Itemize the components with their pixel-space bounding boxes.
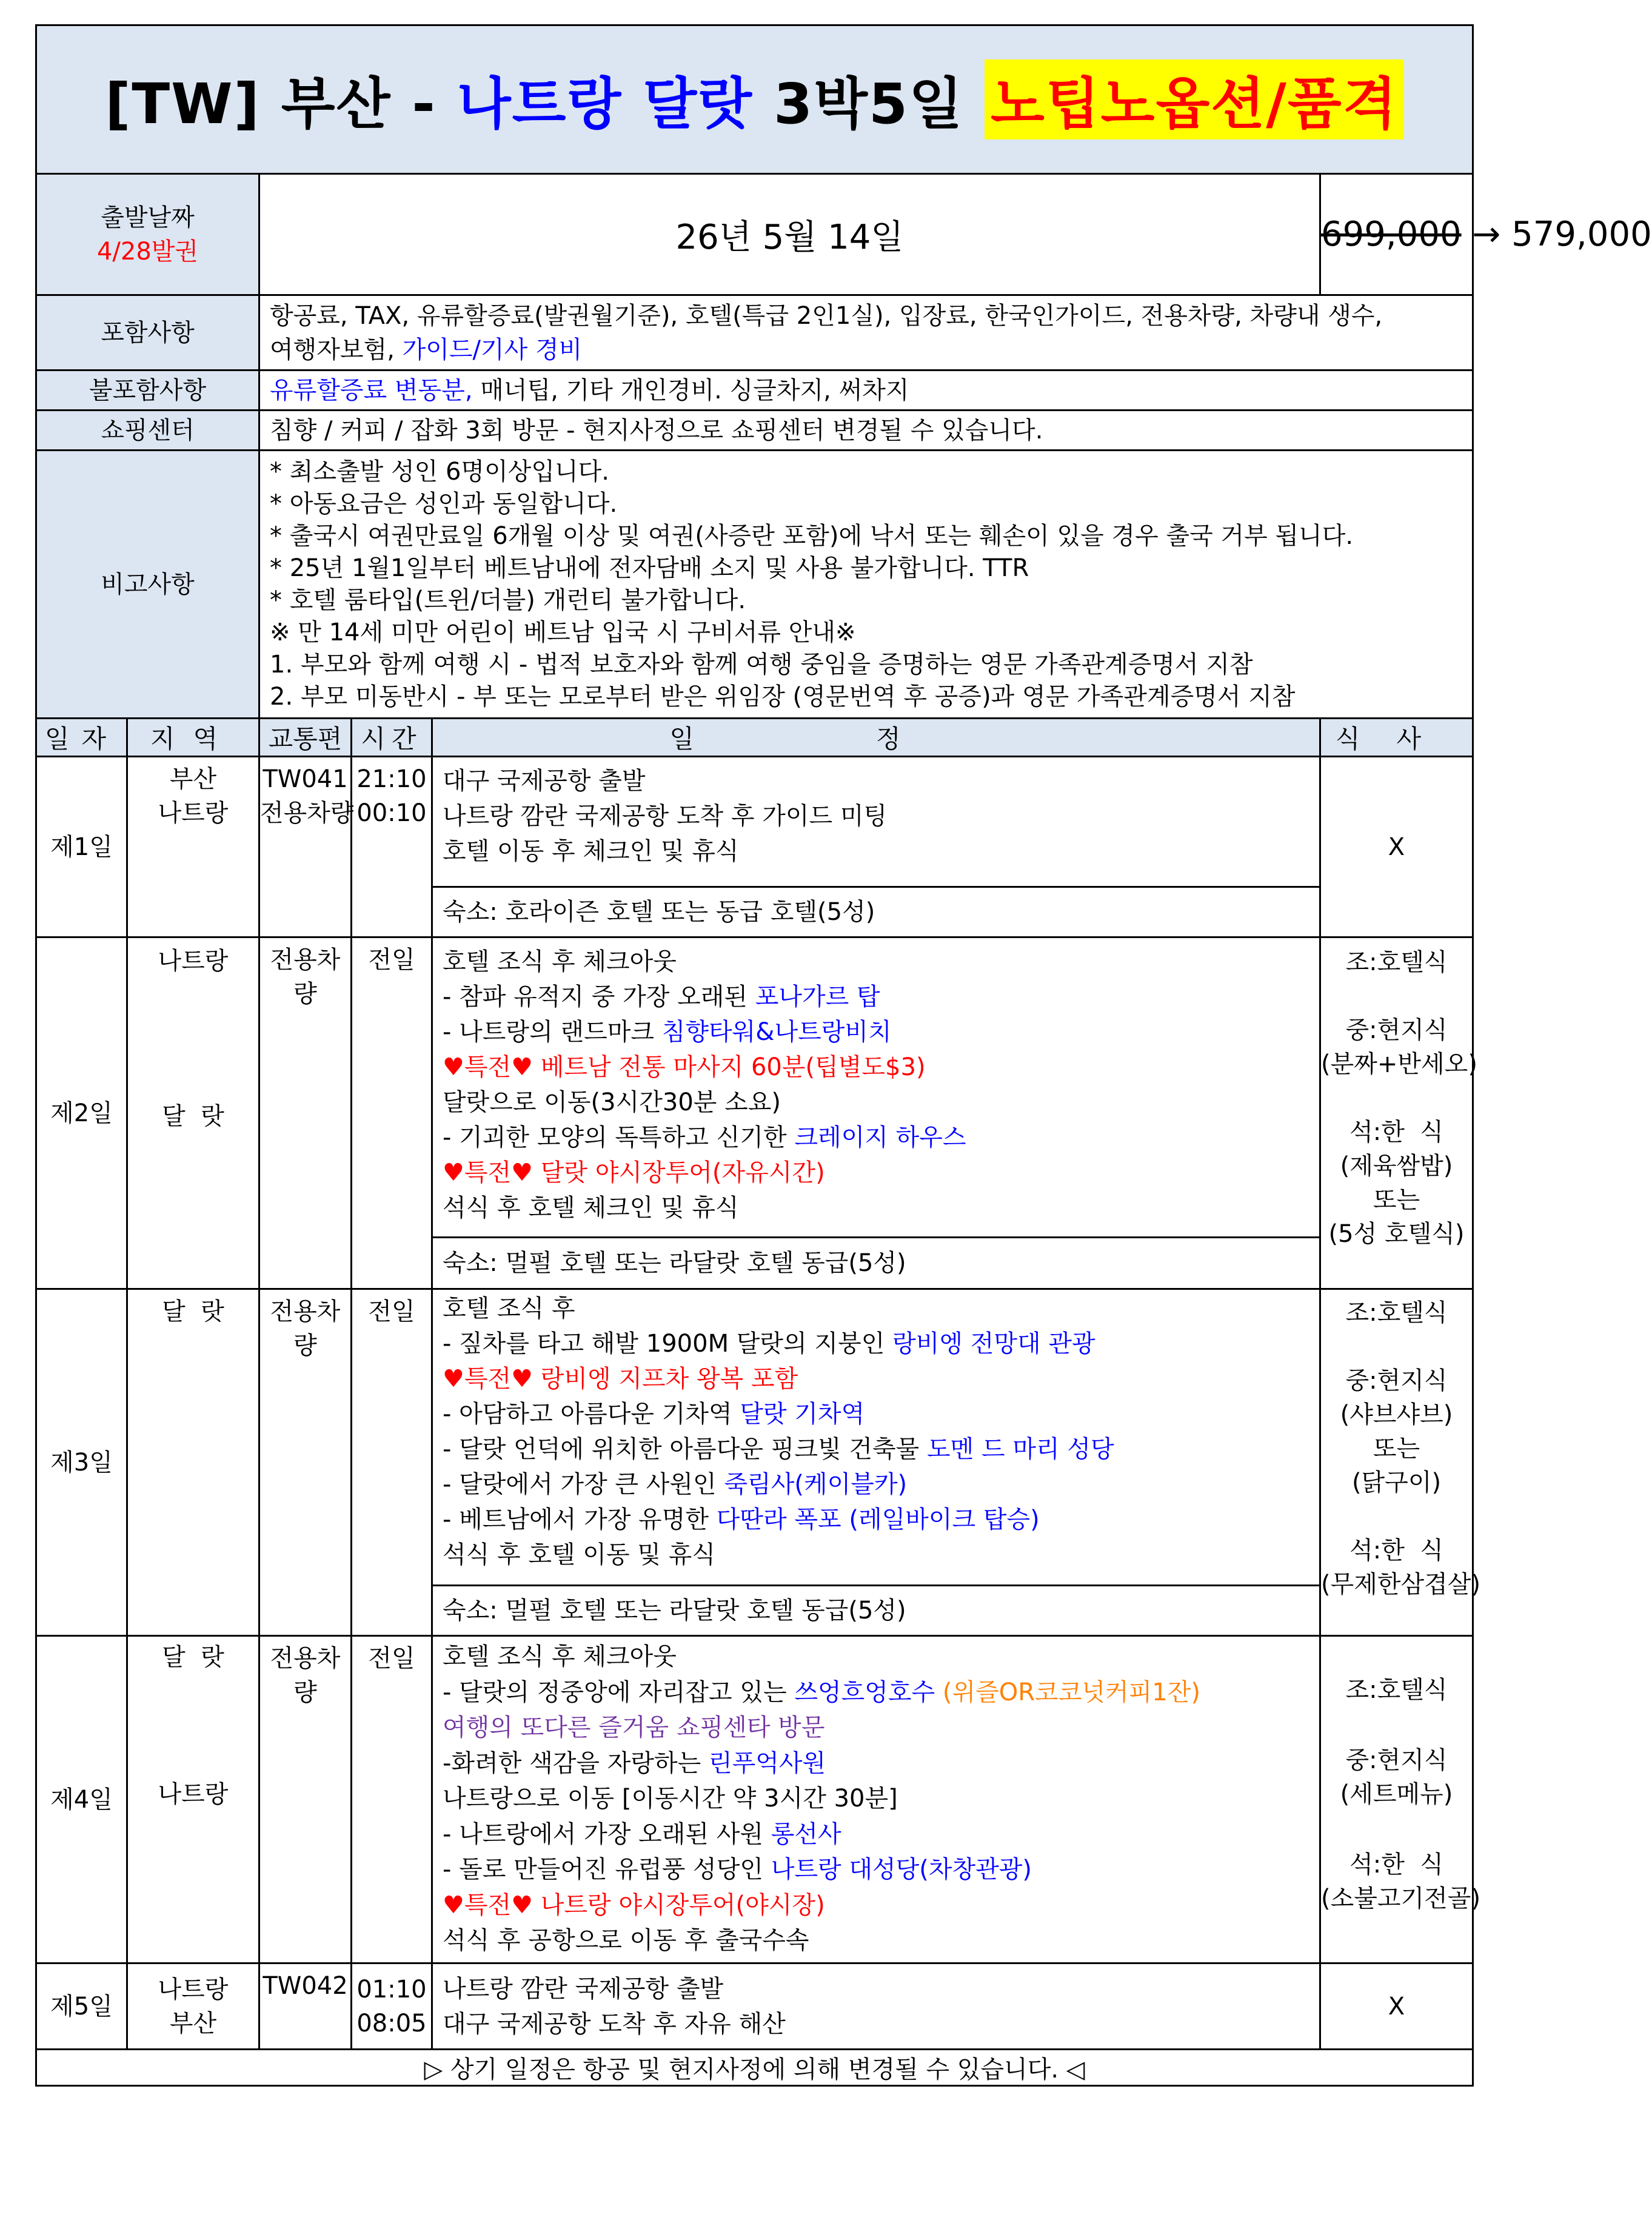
itinerary-line: 석식 후 공항으로 이동 후 출국수속 [443, 1927, 809, 1954]
day-3-meals [1320, 1289, 1481, 1636]
day-4-meals [1320, 1636, 1481, 1963]
day-3-itinerary [432, 1289, 1320, 1636]
remark-line: 2. 부모 미동반시 - 부 또는 모로부터 받은 위임장 (영문번역 후 공증)과 영문 가족관계증명서 지참 [270, 682, 1296, 711]
meal-text: 석:한 식 [1349, 1537, 1443, 1564]
excluded-text [259, 371, 1473, 411]
shopping-visit: 여행의 또다른 즐거움 쇼핑센타 방문 [443, 1714, 825, 1742]
itinerary-line: 나트랑으로 이동 [이동시간 약 3시간 30분] [443, 1785, 898, 1813]
special-benefit: ♥특전♥ 나트랑 야시장투어(야시장) [443, 1891, 825, 1919]
attraction-name: 도멘 드 마리 성당 [926, 1435, 1114, 1463]
meal-text: (5성 호텔식) [1328, 1220, 1465, 1248]
shopping-text: 침향 / 커피 / 잡화 3회 방문 - 현지사정으로 쇼핑센터 변경될 수 있습니다. [259, 411, 1473, 451]
day-5-label: 제5일 [36, 1963, 127, 2050]
itinerary-line: 호텔 이동 후 체크인 및 휴식 [443, 837, 739, 865]
remark-line: * 최소출발 성인 6명이상입니다. [270, 457, 609, 486]
time-text: 01:10 [356, 1975, 427, 2004]
day-3-time: 전일 [352, 1289, 432, 1636]
meal-text: (닭구이) [1351, 1469, 1442, 1497]
day-3-region: 달 랏 [127, 1289, 259, 1636]
attraction-name: 침향타워&나트랑비치 [661, 1018, 892, 1046]
attraction-name: 크레이지 하우스 [794, 1124, 966, 1152]
attraction-name: 죽림사(케이블카) [724, 1470, 908, 1498]
remark-line: 1. 부모와 함께 여행 시 - 법적 보호자와 함께 여행 중임을 증명하는 영문 가족관계증명서 지참 [270, 650, 1253, 679]
region-text: 부산 [169, 2009, 217, 2037]
itinerary-line: 호텔 조식 후 체크아웃 [443, 1643, 677, 1671]
title-highlight: 노팁노옵션/품격 [985, 59, 1404, 139]
meal-text: 중:현지식 [1345, 1746, 1448, 1774]
itinerary-line: - 기괴한 모양의 독특하고 신기한 [443, 1124, 795, 1152]
day-4-time: 전일 [352, 1636, 432, 1963]
meal-text: 또는 [1373, 1435, 1420, 1463]
page-title [36, 25, 1473, 174]
itinerary-line: - 달랏의 정중앙에 자리잡고 있는 [443, 1678, 795, 1706]
day-3-lodging: 숙소: 멀펄 호텔 또는 라달랏 호텔 동급(5성) [433, 1585, 1319, 1635]
itinerary-line: - 달랏에서 가장 큰 사원인 [443, 1470, 724, 1498]
meal-text: 석:한 식 [1349, 1851, 1443, 1879]
schedule-header-row [36, 719, 1473, 757]
day-2-transport: 전용차량 [259, 937, 352, 1289]
itinerary-line: - 베트남에서 가장 유명한 [443, 1506, 717, 1534]
day-1-row [36, 757, 1473, 937]
attraction-name: 린푸억사원 [708, 1749, 826, 1777]
day-1-label: 제1일 [36, 757, 127, 937]
region-text: 부산 [169, 765, 217, 793]
itinerary-line: 석식 후 호텔 체크인 및 휴식 [443, 1194, 739, 1222]
day-2-region [127, 937, 259, 1289]
itinerary-line: 석식 후 호텔 이동 및 휴식 [443, 1541, 715, 1569]
day-2-label: 제2일 [36, 937, 127, 1289]
remark-line: * 25년 1월1일부터 베트남내에 전자담배 소지 및 사용 불가합니다. TTR [270, 554, 1029, 582]
shopping-label: 쇼핑센터 [36, 411, 259, 451]
meal-text: 중:현지식 [1345, 1016, 1448, 1044]
remarks-label: 비고사항 [36, 451, 259, 719]
meal-text: 중:현지식 [1345, 1367, 1448, 1395]
itinerary-line: 나트랑 깜란 국제공항 출발 [443, 1974, 724, 2003]
meal-text: 또는 [1373, 1186, 1420, 1214]
header-region: 지역 [127, 719, 259, 757]
header-day: 일자 [36, 719, 127, 757]
price-cell [1320, 174, 1652, 295]
meal-text: (샤브샤브) [1340, 1401, 1453, 1429]
meal-text: (소불고기전골) [1321, 1885, 1481, 1913]
day-2-meals [1320, 937, 1477, 1289]
title-duration: 3박5일 [753, 72, 985, 136]
itinerary-sheet [35, 24, 1652, 2087]
day-4-label: 제4일 [36, 1636, 127, 1963]
remarks-text [259, 451, 1473, 719]
day-5-row [36, 1963, 1473, 2050]
meal-text: (무제한삼겹살) [1321, 1571, 1481, 1598]
title-prefix: [TW] 부산 - [105, 72, 457, 136]
remark-line: * 출국시 여권만료일 6개월 이상 및 여권(사증란 포함)에 낙서 또는 훼손이 있을 경우 출국 거부 됩니다. [270, 521, 1354, 550]
included-line-1: 항공료, TAX, 유류할증료(발권월기준), 호텔(특급 2인1실), 입장료, 한국인가이드, 전용차량, 차량내 생수, [270, 301, 1383, 330]
day-3-transport: 전용차량 [259, 1289, 352, 1636]
excluded-rest: 매너팁, 기타 개인경비. 싱글차지, 써차지 [472, 376, 909, 404]
attraction-name: 랑비엥 전망대 관광 [892, 1330, 1095, 1358]
itinerary-line: 달랏으로 이동(3시간30분 소요) [443, 1088, 781, 1116]
day-1-transport [259, 757, 352, 937]
region-text: 나트랑 [158, 1780, 229, 1808]
day-2-time: 전일 [352, 937, 432, 1289]
time-text: 08:05 [356, 2009, 427, 2037]
day-4-itinerary [432, 1636, 1320, 1963]
included-label: 포함사항 [36, 295, 259, 371]
itinerary-line: 호텔 조식 후 체크아웃 [443, 948, 677, 976]
itinerary-table [35, 24, 1652, 2087]
departure-sub-label: 4/28발권 [96, 237, 199, 266]
meal-text: 조:호텔식 [1345, 948, 1448, 976]
day-5-itinerary [432, 1963, 1320, 2050]
day-4-row [36, 1636, 1473, 1963]
day-3-label: 제3일 [36, 1289, 127, 1636]
region-text: 달 랏 [162, 1102, 224, 1130]
attraction-name: 포나가르 탑 [755, 983, 880, 1011]
departure-label-cell [36, 174, 259, 295]
meal-text: (제육쌈밥) [1340, 1152, 1453, 1180]
attraction-name: 나트랑 대성당(차창관광) [771, 1856, 1032, 1883]
old-price: 699,000 [1321, 215, 1462, 254]
day-1-time [352, 757, 432, 937]
time-text: 00:10 [356, 799, 427, 827]
header-meals: 식사 [1320, 719, 1473, 757]
attraction-name: 롱선사 [771, 1820, 841, 1848]
excluded-label: 불포함사항 [36, 371, 259, 411]
itinerary-line: 대구 국제공항 도착 후 자유 해산 [443, 2010, 786, 2038]
attraction-name: 쓰엉흐엉호수 [794, 1678, 943, 1706]
remark-line: * 호텔 룸타입(트윈/더블) 개런티 불가합니다. [270, 586, 746, 614]
itinerary-line: - 아담하고 아름다운 기차역 [443, 1400, 740, 1428]
itinerary-line: 대구 국제공항 출발 [443, 767, 646, 795]
time-text: 21:10 [356, 765, 427, 793]
departure-label: 출발날짜 [101, 203, 195, 232]
day-2-itinerary [432, 937, 1320, 1289]
day-3-row [36, 1289, 1473, 1636]
attraction-name: 다딴라 폭포 (레일바이크 탑승) [716, 1506, 1040, 1534]
day-5-time [352, 1963, 432, 2050]
region-text: 나트랑 [158, 799, 229, 827]
special-benefit: ♥특전♥ 달랏 야시장투어(자유시간) [443, 1159, 825, 1187]
day-4-region [127, 1636, 259, 1963]
day-1-lodging: 숙소: 호라이즌 호텔 또는 동급 호텔(5성) [433, 886, 1319, 936]
included-text [259, 295, 1473, 371]
itinerary-line: - 돌로 만들어진 유럽풍 성당인 [443, 1856, 771, 1883]
meal-text: 석:한 식 [1349, 1118, 1443, 1146]
meal-text: (분짜+반세오) [1321, 1050, 1477, 1078]
itinerary-line: - 참파 유적지 중 가장 오래된 [443, 983, 755, 1011]
day-5-region [127, 1963, 259, 2050]
price-arrow: → [1472, 215, 1501, 254]
day-4-transport: 전용차량 [259, 1636, 352, 1963]
footer-note: ▷ 상기 일정은 항공 및 현지사정에 의해 변경될 수 있습니다. ◁ [36, 2050, 1473, 2086]
included-guide-fee: 가이드/기사 경비 [402, 335, 583, 364]
itinerary-line: - 짚차를 타고 해발 1900M 달랏의 지붕인 [443, 1330, 893, 1358]
itinerary-line: - 나트랑에서 가장 오래된 사원 [443, 1820, 771, 1848]
itinerary-line: 나트랑 깜란 국제공항 도착 후 가이드 미팅 [443, 802, 888, 830]
coffee-note: (위즐OR코코넛커피1잔) [942, 1678, 1200, 1706]
meal-text: 조:호텔식 [1345, 1299, 1448, 1327]
day-1-region [127, 757, 259, 937]
flight-number: TW041 [263, 765, 348, 793]
remark-line: * 아동요금은 성인과 동일합니다. [270, 489, 618, 518]
day-5-transport: TW042 [259, 1963, 352, 2050]
excluded-fuel: 유류할증료 변동분, [270, 376, 473, 404]
transport-text: 전용차량 [260, 799, 354, 827]
new-price: 579,000 [1511, 215, 1652, 254]
day-1-itinerary [432, 757, 1320, 937]
itinerary-line: -화려한 색감을 자랑하는 [443, 1749, 709, 1777]
itinerary-line: - 나트랑의 랜드마크 [443, 1018, 662, 1046]
meal-text: 조:호텔식 [1345, 1676, 1448, 1704]
header-itinerary: 일정 [432, 719, 1320, 757]
day-1-meal: X [1320, 757, 1473, 937]
attraction-name: 달랏 기차역 [740, 1400, 865, 1428]
itinerary-line: - 달랏 언덕에 위치한 아름다운 핑크빛 건축물 [443, 1435, 927, 1463]
meal-text: (세트메뉴) [1340, 1780, 1453, 1808]
special-benefit: ♥특전♥ 랑비엥 지프차 왕복 포함 [443, 1365, 798, 1393]
special-benefit: ♥특전♥ 베트남 전통 마사지 60분(팁별도$3) [443, 1053, 926, 1081]
included-line-2: 여행자보험, [270, 335, 403, 364]
day-2-lodging: 숙소: 멀펄 호텔 또는 라달랏 호텔 동급(5성) [433, 1236, 1319, 1288]
header-time: 시간 [352, 719, 432, 757]
title-destination: 나트랑 달랏 [456, 72, 754, 136]
itinerary-line: 호텔 조식 후 [443, 1295, 575, 1323]
day-2-row [36, 937, 1473, 1289]
header-transport: 교통편 [259, 719, 352, 757]
departure-date: 26년 5월 14일 [259, 174, 1320, 295]
region-text: 달 랏 [162, 1643, 224, 1671]
region-text: 나트랑 [158, 1975, 229, 2004]
day-5-meal: X [1320, 1963, 1473, 2050]
region-text: 나트랑 [158, 947, 229, 975]
remark-line: ※ 만 14세 미만 어린이 베트남 입국 시 구비서류 안내※ [270, 618, 856, 646]
